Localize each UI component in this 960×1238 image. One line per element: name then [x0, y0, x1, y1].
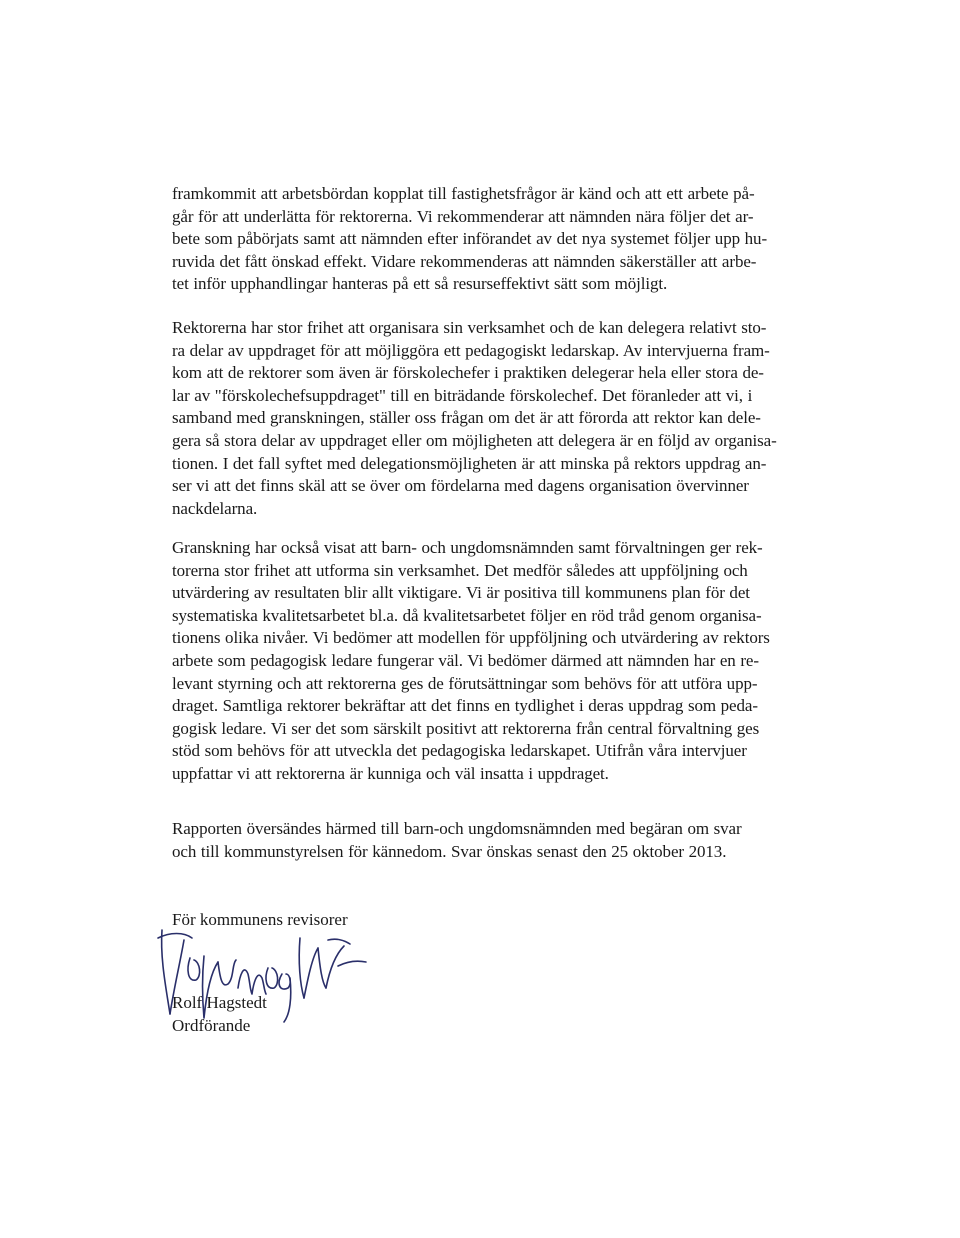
paragraph-1: framkommit att arbetsbördan kopplat till fastighetsfrågor är känd och att ett arbete på- går för att underlätta för rektorerna. Vi rekommenderar att nämnden nära följer det ar- bete som påbörjats samt att nämnden efter införandet av det nya systemet följer upp hu- ruvida det fått önskad effekt. Vidare rekommenderas att nämnden säkerställer att arbe- tet inför upphandlingar hanteras på ett så resurseffektivt sätt som möjligt. — [172, 184, 768, 294]
paragraph-2: Rektorerna har stor frihet att organisara sin verksamhet och de kan delegera relativt sto- ra delar av uppdraget för att möjliggöra ett pedagogiskt ledarskap. Av intervjuerna fram- kom att de rektorer som även är förskolechefer i praktiken delegerar hela eller stora de- lar av "förskolechefsuppdraget" till en biträdande förskolechef. Det föranleder att vi, i samband med granskningen, ställer oss frågan om det är att förorda att rektor kan dele- gera så stora delar av uppdraget eller om möjligheten att delegera är en följd av organisa- tionen. I det fall syftet med delegationsmöjligheten är att minska på rektors uppdrag an- ser vi att det finns skäl att se över om fördelarna med dagens organisation övervinner nackdelarna. — [172, 318, 777, 518]
signer-title: Ordförande — [172, 1016, 251, 1035]
paragraph-3: Granskning har också visat att barn- och ungdomsnämnden samt förvaltningen ger rek- torerna stor frihet att utforma sin verksamhet. Det medför således att uppföljning och utvärdering av resultaten blir allt viktigare. Vi är positiva till kommunens plan för det systematiska kvalitetsarbetet bl.a. då kvalitetsarbetet följer en röd tråd genom organisa- tionens olika nivåer. Vi bedömer att modellen för uppföljning och utvärdering av rektors arbete som pedagogisk ledare fungerar väl. Vi bedömer därmed att nämnden har en re- levant styrning och att rektorerna ges de förutsättningar som behövs för att utföra upp- draget. Samtliga rektorer bekräftar att det finns en tydlighet i deras uppdrag som peda- gogisk ledare. Vi ser det som särskilt positivt att rektorerna från central förvaltning ges stöd som behövs för att utveckla det pedagogiska ledarskapet. Utifrån våra intervjuer uppfattar vi att rektorerna är kunniga och väl insatta i uppdraget. — [172, 538, 770, 783]
closing-line: För kommunens revisorer — [172, 910, 348, 929]
handwritten-signature — [140, 918, 370, 1028]
paragraph-4: Rapporten översändes härmed till barn-och ungdomsnämnden med begäran om svar och till kommunstyrelsen för kännedom. Svar önskas senast den 25 oktober 2013. — [172, 819, 742, 861]
signer-name: Rolf Hagstedt — [172, 993, 267, 1012]
